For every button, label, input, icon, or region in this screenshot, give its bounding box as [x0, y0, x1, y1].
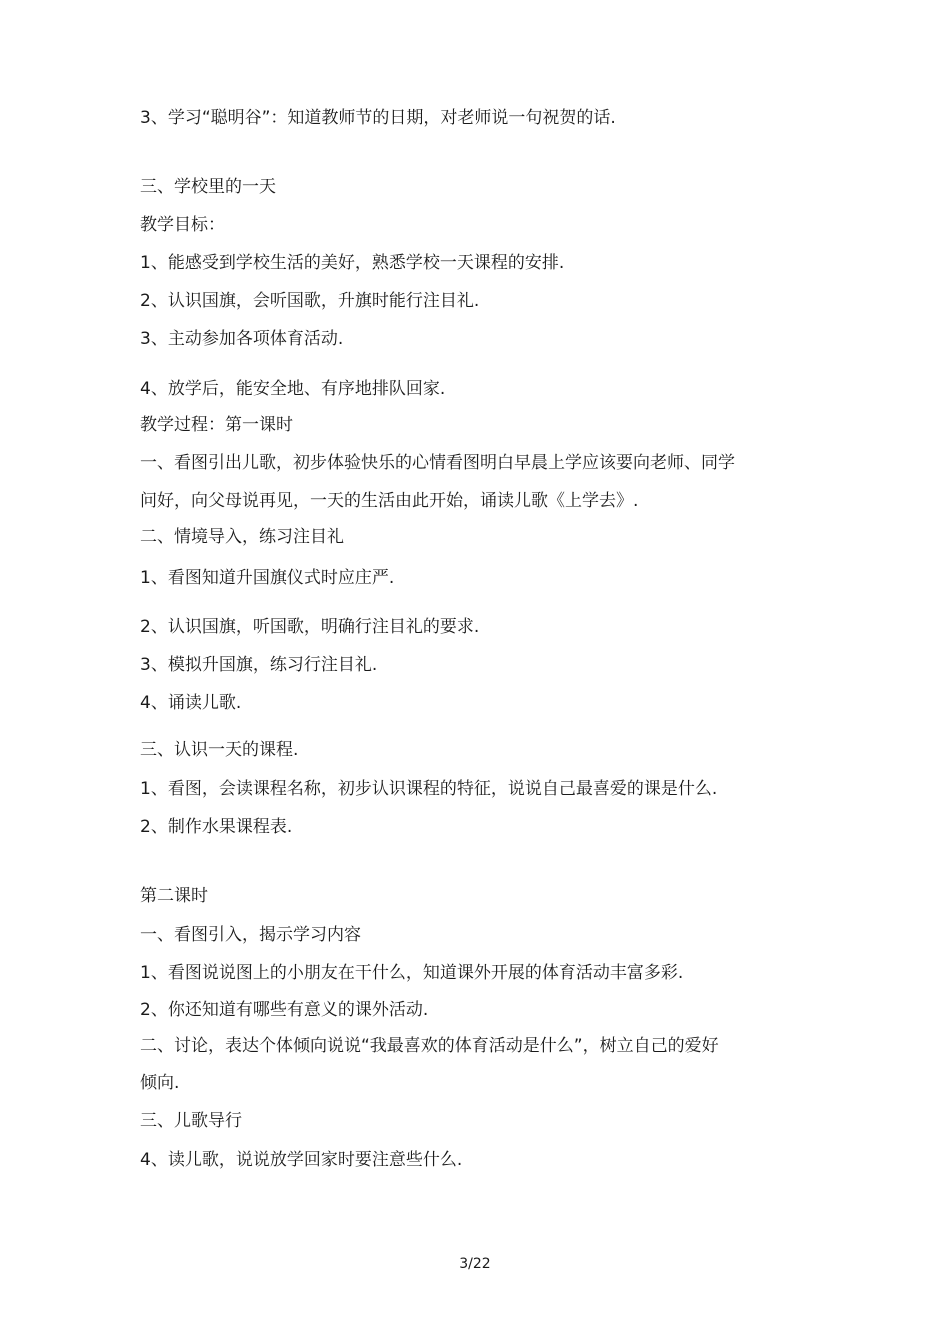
text-line: 问好，向父母说再见，一天的生活由此开始，诵读儿歌《上学去》. [140, 491, 639, 511]
page-number: 3/22 [459, 1256, 491, 1272]
section-heading: 三、儿歌导行 [140, 1111, 242, 1131]
text-line: 二、讨论，表达个体倾向说说“我最喜欢的体育活动是什么”，树立自己的爱好 [140, 1036, 719, 1056]
text-line: 一、看图引入，揭示学习内容 [140, 925, 361, 945]
text-line: 教学过程：第一课时 [140, 415, 293, 435]
section-heading: 第二课时 [140, 886, 208, 906]
text-line: 2、认识国旗，会听国歌，升旗时能行注目礼. [140, 291, 480, 311]
text-line: 1、能感受到学校生活的美好，熟悉学校一天课程的安排. [140, 253, 565, 273]
section-heading: 二、情境导入，练习注目礼 [140, 527, 344, 547]
text-line: 4、诵读儿歌. [140, 693, 242, 713]
text-line: 4、放学后，能安全地、有序地排队回家. [140, 379, 446, 399]
text-line: 4、读儿歌，说说放学回家时要注意些什么. [140, 1150, 463, 1170]
text-line: 3、模拟升国旗，练习行注目礼. [140, 655, 378, 675]
text-line: 2、你还知道有哪些有意义的课外活动. [140, 1000, 429, 1020]
text-line: 3、主动参加各项体育活动. [140, 329, 344, 349]
text-line: 1、看图知道升国旗仪式时应庄严. [140, 568, 395, 588]
text-line: 2、认识国旗，听国歌，明确行注目礼的要求. [140, 617, 480, 637]
text-line: 1、看图说说图上的小朋友在干什么，知道课外开展的体育活动丰富多彩. [140, 963, 684, 983]
text-line: 一、看图引出儿歌，初步体验快乐的心情看图明白早晨上学应该要向老师、同学 [140, 453, 735, 473]
text-line: 1、看图，会读课程名称，初步认识课程的特征，说说自己最喜爱的课是什么. [140, 779, 718, 799]
text-line: 教学目标： [140, 215, 225, 235]
section-heading: 三、学校里的一天 [140, 177, 276, 197]
text-line: 倾向. [140, 1073, 180, 1093]
text-line: 2、制作水果课程表. [140, 817, 293, 837]
text-line: 3、学习“聪明谷”：知道教师节的日期，对老师说一句祝贺的话. [140, 108, 616, 128]
section-heading: 三、认识一天的课程. [140, 740, 299, 760]
